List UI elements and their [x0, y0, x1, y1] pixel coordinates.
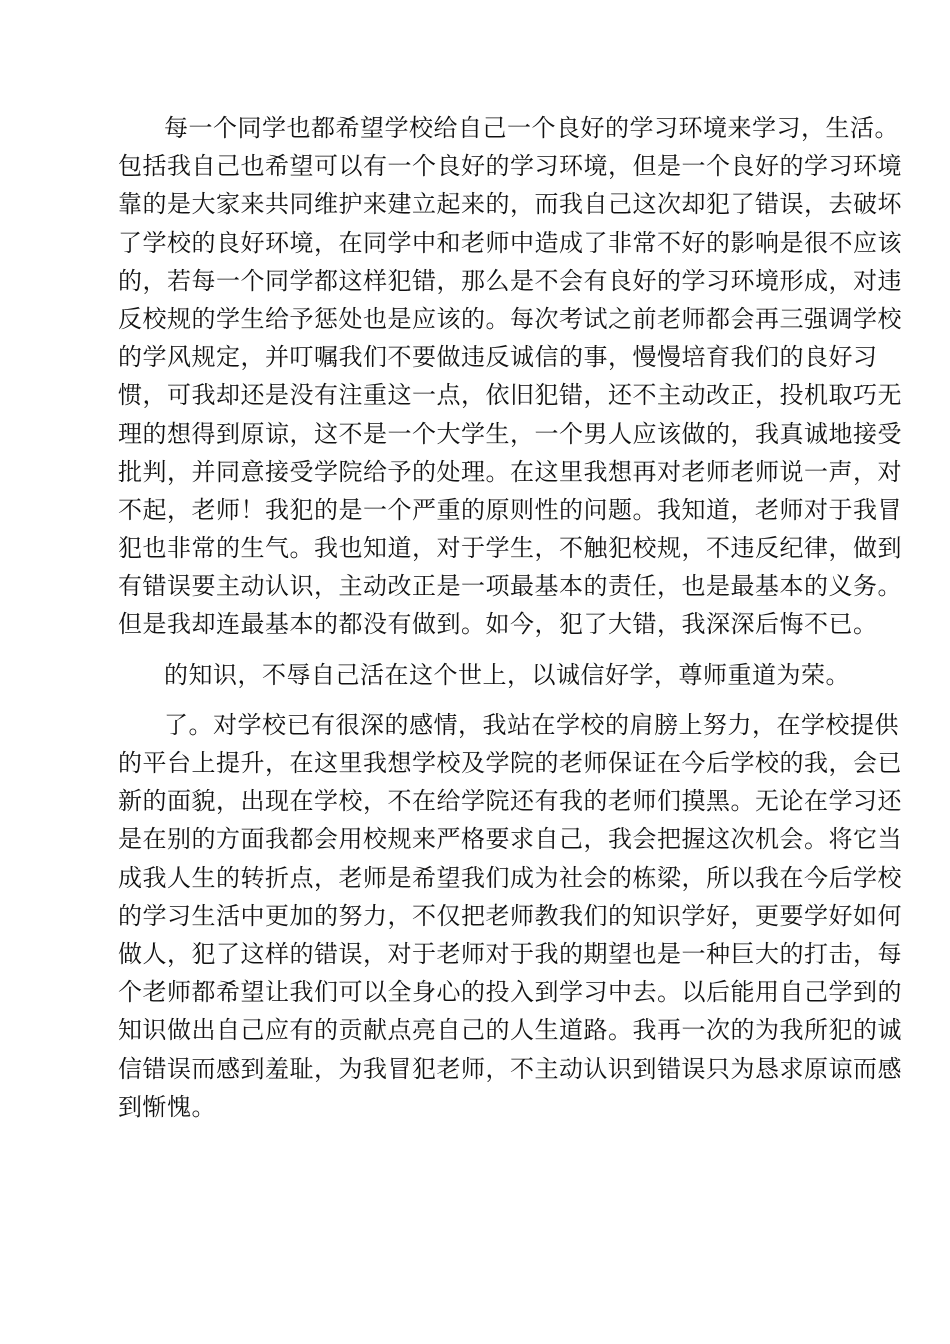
paragraph-spacing — [118, 644, 838, 656]
text-line: 的平台上提升，在这里我想学校及学院的老师保证在今后学校的我，会已 — [118, 749, 902, 777]
paragraph-3 — [118, 706, 902, 1126]
text-line: 但是我却连最基本的都没有做到。如今，犯了大错，我深深后悔不已。 — [118, 610, 878, 639]
text-line: 个老师都希望让我们可以全身心的投入到学习中去。以后能用自己学到的 — [118, 978, 902, 1007]
text-line: 的学习生活中更加的努力，不仅把老师教我们的知识学好，更要学好如何 — [118, 901, 902, 930]
text-line: 了学校的良好环境，在同学中和老师中造成了非常不好的影响是很不应该 — [118, 228, 902, 257]
text-line: 反校规的学生给予惩处也是应该的。每次考试之前老师都会再三强调学校 — [118, 304, 902, 333]
text-line: 包括我自己也希望可以有一个良好的学习环境，但是一个良好的学习环境 — [118, 152, 902, 181]
text-line: 有错误要主动认识，主动改正是一项最基本的责任，也是最基本的义务。 — [118, 572, 902, 601]
text-line: 靠的是大家来共同维护来建立起来的，而我自己这次却犯了错误，去破坏 — [118, 190, 902, 219]
text-line: 信错误而感到羞耻，为我冒犯老师，不主动认识到错误只为恳求原谅而感 — [118, 1054, 902, 1083]
text-line: 是在别的方面我都会用校规来严格要求自己，我会把握这次机会。将它当 — [118, 825, 902, 854]
text-line: 的，若每一个同学都这样犯错，那么是不会有良好的学习环境形成，对违 — [118, 266, 902, 295]
text-line: 成我人生的转折点，老师是希望我们成为社会的栋梁，所以我在今后学校 — [118, 863, 902, 892]
text-line: 了。对学校已有很深的感情，我站在学校的肩膀上努力，在学校提供 — [164, 710, 899, 739]
document-body — [118, 109, 902, 1126]
text-line: 知识做出自己应有的贡献点亮自己的人生道路。我再一次的为我所犯的诚 — [118, 1016, 902, 1045]
text-line: 做人，犯了这样的错误，对于老师对于我的期望也是一种巨大的打击，每 — [118, 939, 902, 968]
text-line: 批判，并同意接受学院给予的处理。在这里我想再对老师老师说一声，对 — [118, 457, 902, 486]
paragraph-spacing — [118, 694, 838, 706]
text-line: 惯，可我却还是没有注重这一点，依旧犯错，还不主动改正，投机取巧无 — [118, 381, 902, 410]
text-line: 每一个同学也都希望学校给自己一个良好的学习环境来学习，生活。 — [164, 114, 899, 142]
text-line: 犯也非常的生气。我也知道，对于学生，不触犯校规，不违反纪律，做到 — [118, 534, 902, 563]
text-line: 新的面貌，出现在学校，不在给学院还有我的老师们摸黑。无论在学习还 — [118, 787, 902, 816]
text-line: 理的想得到原谅，这不是一个大学生，一个男人应该做的，我真诚地接受 — [118, 419, 902, 448]
text-line: 的学风规定，并叮嘱我们不要做违反诚信的事，慢慢培育我们的良好习 — [118, 343, 878, 372]
text-line: 的知识，不辱自己活在这个世上，以诚信好学，尊师重道为荣。 — [164, 660, 850, 689]
text-line: 到惭愧。 — [118, 1092, 216, 1121]
paragraph-1 — [118, 109, 902, 644]
paragraph-2 — [118, 656, 850, 694]
text-line: 不起，老师！我犯的是一个严重的原则性的问题。我知道，老师对于我冒 — [118, 495, 902, 524]
